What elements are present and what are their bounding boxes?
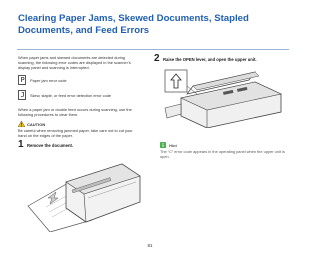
caution-heading: [18, 121, 138, 128]
step-2-number: 2: [154, 53, 160, 64]
step-1-text: Remove the document.: [27, 143, 74, 149]
step-1: [18, 141, 138, 151]
paper-jam-paragraph: When a paper jam or double feed occurs during scanning, use the following procedures to clear them.: [18, 106, 132, 117]
caution-text: Be careful when removing jammed paper, take care not to cut your hand on the edges of the paper.: [18, 128, 133, 139]
skew-code-icon: J: [18, 90, 26, 100]
hint-block: [160, 142, 288, 159]
step-2: [154, 55, 284, 65]
hint-text: The “C” error code appears in the operating panel when the upper unit is open.: [160, 149, 285, 160]
error-code-row-skew: [18, 90, 138, 102]
title-divider: [17, 49, 289, 50]
page-number: 81: [147, 243, 153, 248]
caution-label: CAUTION: [27, 122, 46, 128]
paper-jam-code-icon: P: [18, 75, 26, 85]
hint-icon: [160, 142, 166, 148]
step-1-number: 1: [18, 139, 24, 151]
intro-paragraph: When paper jams and skewed documents are detected during scanning, the following error codes are displayed in the scanner’s display panel and scanning is interrupted.: [18, 55, 131, 71]
skew-code-label: Skew, staple, or feed error detection error code: [30, 92, 112, 98]
page-title: Clearing Paper Jams, Skewed Documents, Stapled Documents, and Feed Errors: [18, 13, 249, 36]
right-column: [154, 55, 284, 65]
error-code-row-paper-jam: [18, 75, 138, 87]
left-column: [18, 55, 138, 151]
step-2-text: Raise the OPEN lever, and open the upper unit.: [163, 57, 257, 62]
remove-document-illustration: [26, 162, 142, 232]
caution-icon: [18, 121, 25, 127]
paper-jam-code-label: Paper jam error code: [30, 77, 67, 83]
open-upper-unit-illustration: [163, 68, 283, 128]
hint-heading: [160, 142, 288, 149]
hint-label: Hint: [169, 143, 177, 148]
